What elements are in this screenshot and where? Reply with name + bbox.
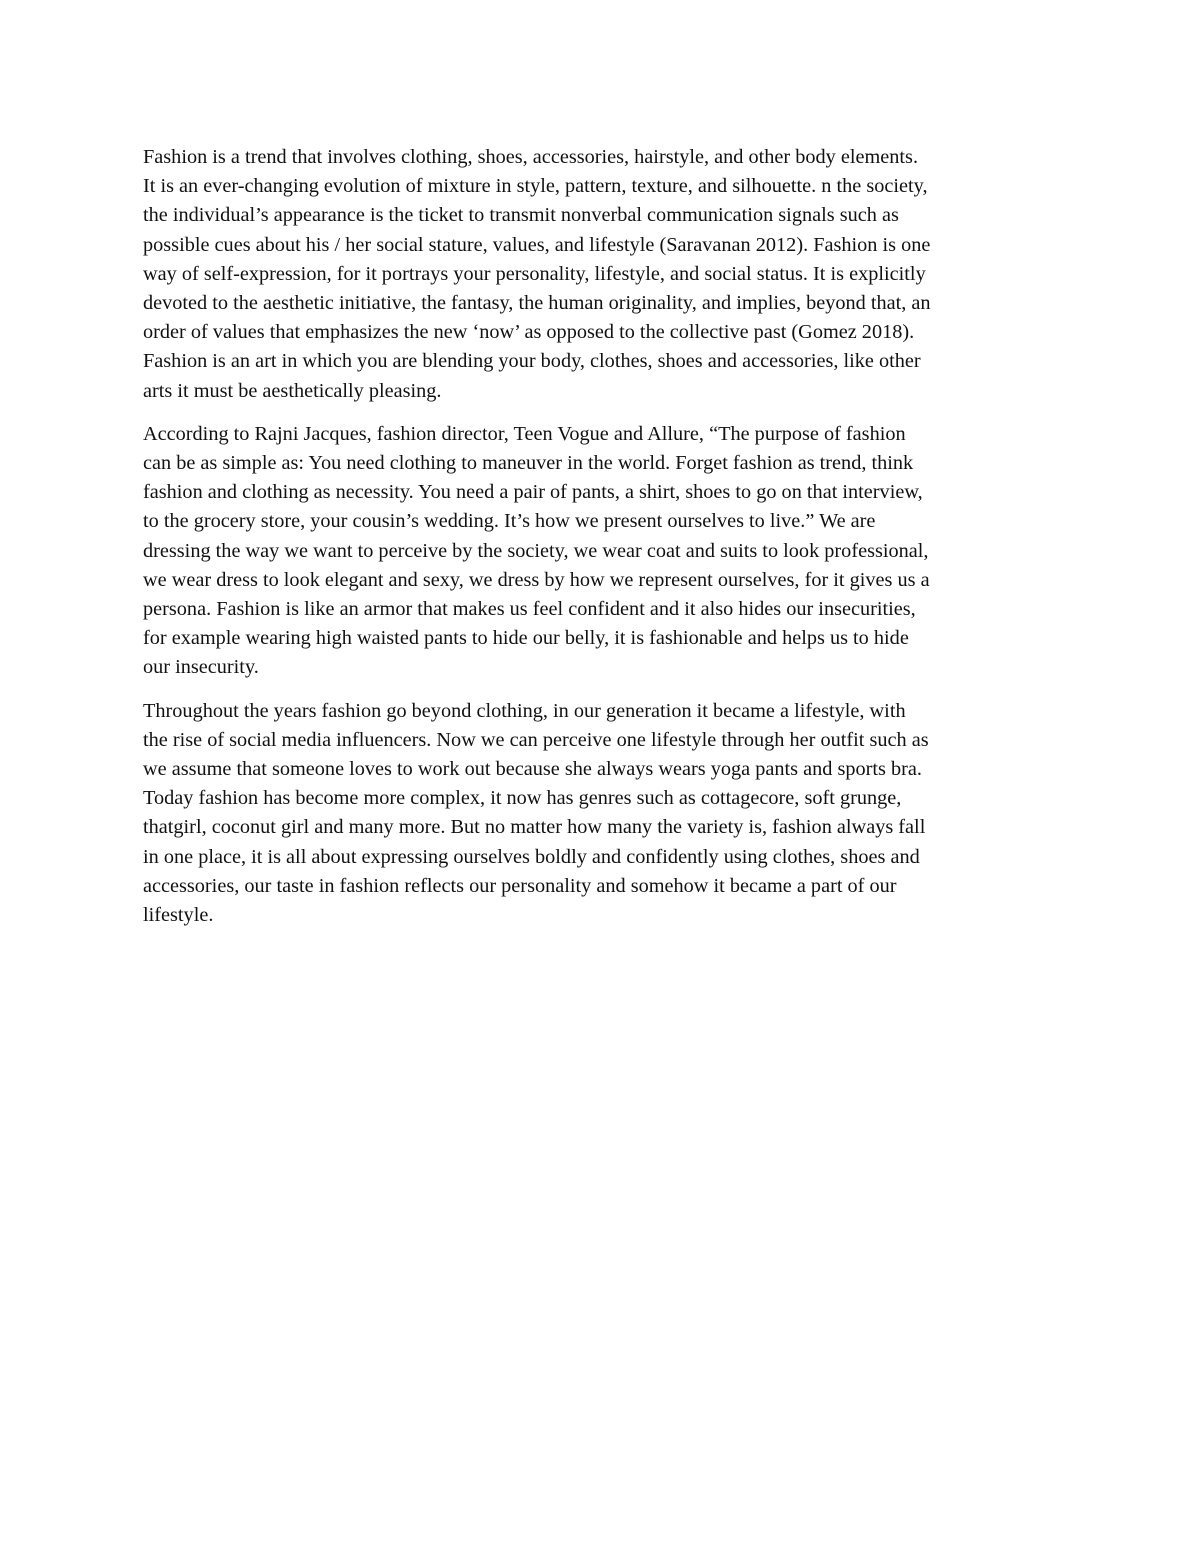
text-line: Throughout the years fashion go beyond clothing, in our generation it became a lifestyle, with <box>143 699 906 722</box>
text-line: for example wearing high waisted pants to hide our belly, it is fashionable and helps us to hide <box>143 627 909 650</box>
paragraph-2 <box>143 420 1063 683</box>
text-line: our insecurity. <box>143 656 259 679</box>
text-line: can be as simple as: You need clothing to maneuver in the world. Forget fashion as trend, think <box>143 452 914 475</box>
text-line: the individual’s appearance is the ticket to transmit nonverbal communication signals such as <box>143 204 899 227</box>
text-line: persona. Fashion is like an armor that makes us feel confident and it also hides our insecurities, <box>143 598 916 621</box>
text-line: thatgirl, coconut girl and many more. But no matter how many the variety is, fashion always fall <box>143 816 926 839</box>
text-line: According to Rajni Jacques, fashion director, Teen Vogue and Allure, “The purpose of fashion <box>143 422 906 445</box>
text-line: fashion and clothing as necessity. You need a pair of pants, a shirt, shoes to go on that interview, <box>143 481 923 504</box>
text-line: It is an ever-changing evolution of mixture in style, pattern, texture, and silhouette. n the society, <box>143 175 928 198</box>
text-line: to the grocery store, your cousin’s wedding. It’s how we present ourselves to live.” We are <box>143 510 876 533</box>
text-line: the rise of social media influencers. Now we can perceive one lifestyle through her outfit such as <box>143 728 929 751</box>
text-line: dressing the way we want to perceive by the society, we wear coat and suits to look professional, <box>143 539 929 562</box>
text-line: possible cues about his / her social stature, values, and lifestyle (Saravanan 2012). Fashion is one <box>143 233 931 256</box>
text-line: arts it must be aesthetically pleasing. <box>143 379 442 402</box>
text-line: Fashion is a trend that involves clothing, shoes, accessories, hairstyle, and other body elements. <box>143 146 919 168</box>
text-line: lifestyle. <box>143 904 214 927</box>
paragraph-1 <box>143 143 1063 406</box>
text-line: we assume that someone loves to work out because she always wears yoga pants and sports bra. <box>143 758 922 781</box>
text-line: accessories, our taste in fashion reflects our personality and somehow it became a part of our <box>143 874 897 897</box>
document-body <box>143 143 1063 944</box>
text-line: Today fashion has become more complex, it now has genres such as cottagecore, soft grunge, <box>143 787 902 810</box>
text-line: order of values that emphasizes the new ‘now’ as opposed to the collective past (Gomez 2018). <box>143 321 915 344</box>
text-line: devoted to the aesthetic initiative, the fantasy, the human originality, and implies, beyond that, an <box>143 292 931 315</box>
text-line: in one place, it is all about expressing ourselves boldly and confidently using clothes, shoes and <box>143 845 920 868</box>
text-line: we wear dress to look elegant and sexy, we dress by how we represent ourselves, for it gives us a <box>143 568 930 591</box>
text-line: Fashion is an art in which you are blending your body, clothes, shoes and accessories, like other <box>143 350 921 373</box>
text-line: way of self-expression, for it portrays your personality, lifestyle, and social status. It is explicitly <box>143 262 926 285</box>
paragraph-3 <box>143 697 1063 931</box>
